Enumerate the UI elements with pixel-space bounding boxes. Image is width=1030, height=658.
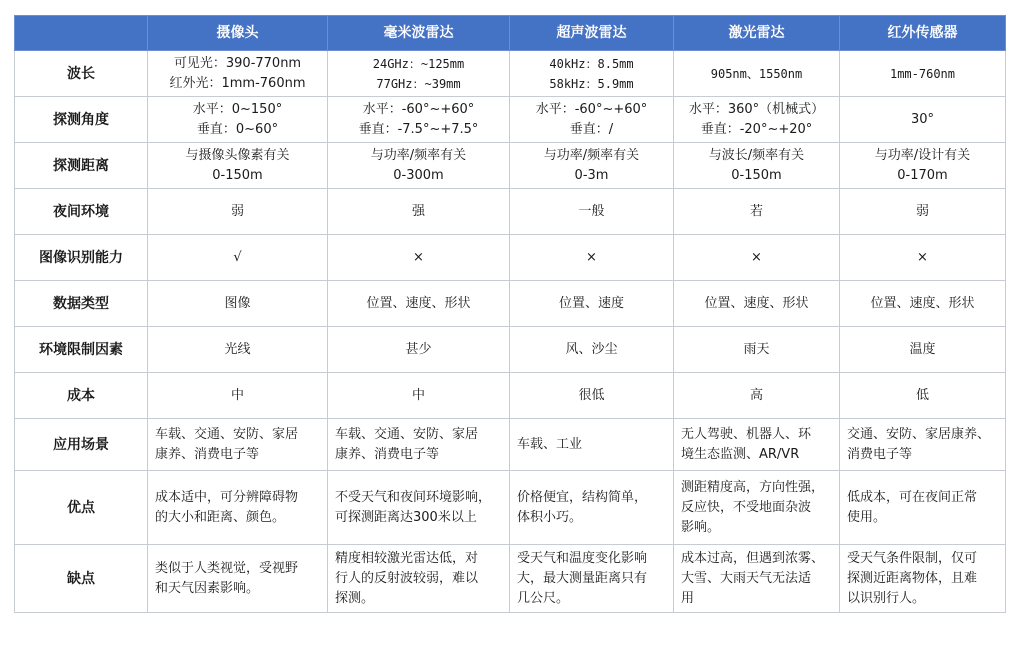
cell-line: 康养、消费电子等 (155, 446, 260, 462)
table-row (15, 143, 1006, 189)
cell-line: 24GHz：~125mm (372, 56, 465, 71)
cell-line: 消费电子等 (847, 446, 913, 462)
cell-ultrasonic-radar (510, 143, 674, 189)
cell-line: 用 (681, 590, 695, 606)
cell-infrared-sensor (840, 419, 1006, 471)
cell-line: 的大小和距离、颜色。 (155, 509, 286, 525)
cell-ultrasonic-radar (510, 327, 674, 373)
row-label: 图像识别能力 (15, 235, 148, 281)
header-corner (15, 16, 148, 51)
cell-line: × (917, 249, 928, 265)
cell-line: 境生态监测、AR/VR (681, 446, 800, 462)
cell-camera (148, 327, 328, 373)
cell-mmwave-radar (328, 373, 510, 419)
cell-line: 车载、交通、安防、家居 (335, 426, 479, 442)
cell-line: 垂直：-20°~+20° (700, 121, 813, 137)
cell-lidar (674, 419, 840, 471)
cell-line: 无人驾驶、机器人、环 (681, 426, 812, 442)
cell-line: 水平：360°（机械式） (688, 101, 825, 117)
cell-line: 探测。 (335, 590, 375, 606)
cell-camera (148, 419, 328, 471)
cell-infrared-sensor (840, 143, 1006, 189)
cell-line: 行人的反射波较弱，难以 (335, 570, 479, 586)
cell-line: 成本过高，但遇到浓雾、 (681, 550, 825, 566)
cell-infrared-sensor (840, 545, 1006, 613)
cell-mmwave-radar (328, 419, 510, 471)
cell-camera (148, 235, 328, 281)
cell-line: 垂直：0~60° (196, 121, 279, 137)
cell-line: 水平：-60°~+60° (362, 101, 475, 117)
cell-line: 58kHz：5.9mm (549, 76, 634, 91)
cell-line: 与摄像头像素有关 (185, 147, 290, 163)
cell-camera (148, 281, 328, 327)
cell-line: 905nm、1550nm (710, 66, 803, 81)
cell-infrared-sensor (840, 51, 1006, 97)
cell-line: 以识别行人。 (847, 590, 926, 606)
cell-lidar (674, 281, 840, 327)
cell-line: 弱 (230, 203, 244, 219)
row-label: 探测角度 (15, 97, 148, 143)
cell-line: 探测近距离物体，且难 (847, 570, 978, 586)
cell-line: 受天气和温度变化影响 (517, 550, 648, 566)
cell-ultrasonic-radar (510, 419, 674, 471)
cell-line: 影响。 (681, 519, 721, 535)
cell-line: 位置、速度、形状 (704, 295, 809, 311)
cell-line: 温度 (909, 341, 936, 357)
cell-line: 光线 (224, 341, 251, 357)
cell-line: 与波长/频率有关 (708, 147, 805, 163)
cell-mmwave-radar (328, 51, 510, 97)
cell-camera (148, 545, 328, 613)
cell-ultrasonic-radar (510, 51, 674, 97)
cell-line: × (751, 249, 762, 265)
row-label: 波长 (15, 51, 148, 97)
cell-lidar (674, 545, 840, 613)
row-label: 夜间环境 (15, 189, 148, 235)
cell-lidar (674, 51, 840, 97)
cell-line: 位置、速度、形状 (870, 295, 975, 311)
cell-infrared-sensor (840, 373, 1006, 419)
cell-line: 水平：-60°~+60° (535, 101, 648, 117)
col-header-mmwave-radar: 毫米波雷达 (328, 16, 510, 51)
table-row (15, 545, 1006, 613)
row-label: 成本 (15, 373, 148, 419)
cell-ultrasonic-radar (510, 373, 674, 419)
cell-mmwave-radar (328, 235, 510, 281)
cell-ultrasonic-radar (510, 235, 674, 281)
cell-line: 反应快，不受地面杂波 (681, 499, 812, 515)
cell-line: 康养、消费电子等 (335, 446, 440, 462)
cell-line: 受天气条件限制，仅可 (847, 550, 978, 566)
cell-ultrasonic-radar (510, 545, 674, 613)
table-row (15, 51, 1006, 97)
row-label: 缺点 (15, 545, 148, 613)
cell-ultrasonic-radar (510, 471, 674, 545)
table-row (15, 97, 1006, 143)
cell-line: 0-170m (897, 167, 948, 183)
cell-line: 0-300m (393, 167, 444, 183)
cell-line: 低成本，可在夜间正常 (847, 489, 978, 505)
col-header-ultrasonic-radar: 超声波雷达 (510, 16, 674, 51)
cell-mmwave-radar (328, 143, 510, 189)
cell-ultrasonic-radar (510, 97, 674, 143)
cell-line: 很低 (578, 387, 605, 403)
cell-mmwave-radar (328, 97, 510, 143)
cell-camera (148, 51, 328, 97)
cell-line: 成本适中，可分辨障碍物 (155, 489, 299, 505)
cell-line: 精度相较激光雷达低，对 (335, 550, 479, 566)
cell-mmwave-radar (328, 189, 510, 235)
cell-line: 风、沙尘 (565, 341, 618, 357)
cell-line: 0-3m (574, 167, 609, 183)
cell-line: 水平：0~150° (192, 101, 283, 117)
cell-camera (148, 373, 328, 419)
cell-lidar (674, 327, 840, 373)
cell-infrared-sensor (840, 471, 1006, 545)
cell-line: 交通、安防、家居康养、 (847, 426, 991, 442)
cell-camera (148, 471, 328, 545)
cell-line: 一般 (578, 203, 605, 219)
cell-infrared-sensor (840, 281, 1006, 327)
cell-line: 弱 (915, 203, 929, 219)
col-header-camera: 摄像头 (148, 16, 328, 51)
cell-infrared-sensor (840, 235, 1006, 281)
table-row (15, 327, 1006, 373)
cell-line: 高 (749, 387, 763, 403)
cell-mmwave-radar (328, 327, 510, 373)
cell-line: 可探测距离达300米以上 (335, 509, 477, 525)
cell-mmwave-radar (328, 281, 510, 327)
cell-camera (148, 97, 328, 143)
table-row (15, 189, 1006, 235)
cell-line: 雨天 (743, 341, 770, 357)
cell-line: 价格便宜，结构简单， (517, 489, 648, 505)
cell-infrared-sensor (840, 327, 1006, 373)
cell-line: 图像 (224, 295, 251, 311)
cell-line: 使用。 (847, 509, 887, 525)
cell-line: 位置、速度、形状 (366, 295, 471, 311)
cell-line: 类似于人类视觉，受视野 (155, 560, 299, 576)
cell-line: 车载、交通、安防、家居 (155, 426, 299, 442)
header-row (15, 16, 1006, 51)
table-row (15, 373, 1006, 419)
cell-line: 可见光：390-770nm (173, 55, 302, 71)
cell-camera (148, 189, 328, 235)
cell-line: 与功率/设计有关 (874, 147, 971, 163)
cell-line: 40kHz：8.5mm (549, 56, 634, 71)
cell-lidar (674, 189, 840, 235)
table-row (15, 471, 1006, 545)
cell-line: 几公尺。 (517, 590, 570, 606)
table-row (15, 419, 1006, 471)
cell-line: 不受天气和夜间环境影响， (335, 489, 492, 505)
row-label: 数据类型 (15, 281, 148, 327)
cell-line: 低 (915, 387, 929, 403)
cell-infrared-sensor (840, 189, 1006, 235)
cell-line: 中 (230, 387, 244, 403)
cell-mmwave-radar (328, 545, 510, 613)
cell-line: 甚少 (405, 341, 432, 357)
cell-line: 和天气因素影响。 (155, 580, 260, 596)
cell-line: 若 (749, 203, 763, 219)
cell-line: 1mm-760nm (889, 66, 956, 81)
cell-lidar (674, 235, 840, 281)
cell-line: 垂直：/ (569, 121, 614, 137)
row-label: 环境限制因素 (15, 327, 148, 373)
cell-line: 77GHz：~39mm (376, 76, 461, 91)
cell-camera (148, 143, 328, 189)
cell-line: 垂直：-7.5°~+7.5° (358, 121, 479, 137)
cell-line: 大雪、大雨天气无法适 (681, 570, 812, 586)
col-header-infrared-sensor: 红外传感器 (840, 16, 1006, 51)
cell-lidar (674, 97, 840, 143)
cell-line: 中 (411, 387, 425, 403)
cell-line: × (586, 249, 597, 265)
row-label: 探测距离 (15, 143, 148, 189)
cell-infrared-sensor (840, 97, 1006, 143)
row-label: 应用场景 (15, 419, 148, 471)
cell-line: 红外光：1mm-760nm (169, 75, 306, 91)
cell-ultrasonic-radar (510, 281, 674, 327)
cell-line: 0-150m (212, 167, 263, 183)
cell-line: 30° (910, 111, 935, 127)
cell-line: 位置、速度 (558, 295, 624, 311)
cell-line: 0-150m (731, 167, 782, 183)
table-row (15, 235, 1006, 281)
col-header-lidar: 激光雷达 (674, 16, 840, 51)
cell-lidar (674, 373, 840, 419)
cell-line: 体积小巧。 (517, 509, 583, 525)
row-label: 优点 (15, 471, 148, 545)
cell-lidar (674, 143, 840, 189)
cell-line: √ (233, 249, 242, 265)
cell-line: 车载、工业 (517, 436, 583, 452)
cell-line: 与功率/频率有关 (370, 147, 467, 163)
cell-mmwave-radar (328, 471, 510, 545)
cell-line: 测距精度高，方向性强， (681, 479, 825, 495)
cell-line: 与功率/频率有关 (543, 147, 640, 163)
sensor-comparison-table (14, 15, 1006, 613)
table-row (15, 281, 1006, 327)
cell-line: 强 (411, 203, 425, 219)
cell-line: 大，最大测量距离只有 (517, 570, 648, 586)
cell-lidar (674, 471, 840, 545)
cell-line: × (413, 249, 424, 265)
cell-ultrasonic-radar (510, 189, 674, 235)
